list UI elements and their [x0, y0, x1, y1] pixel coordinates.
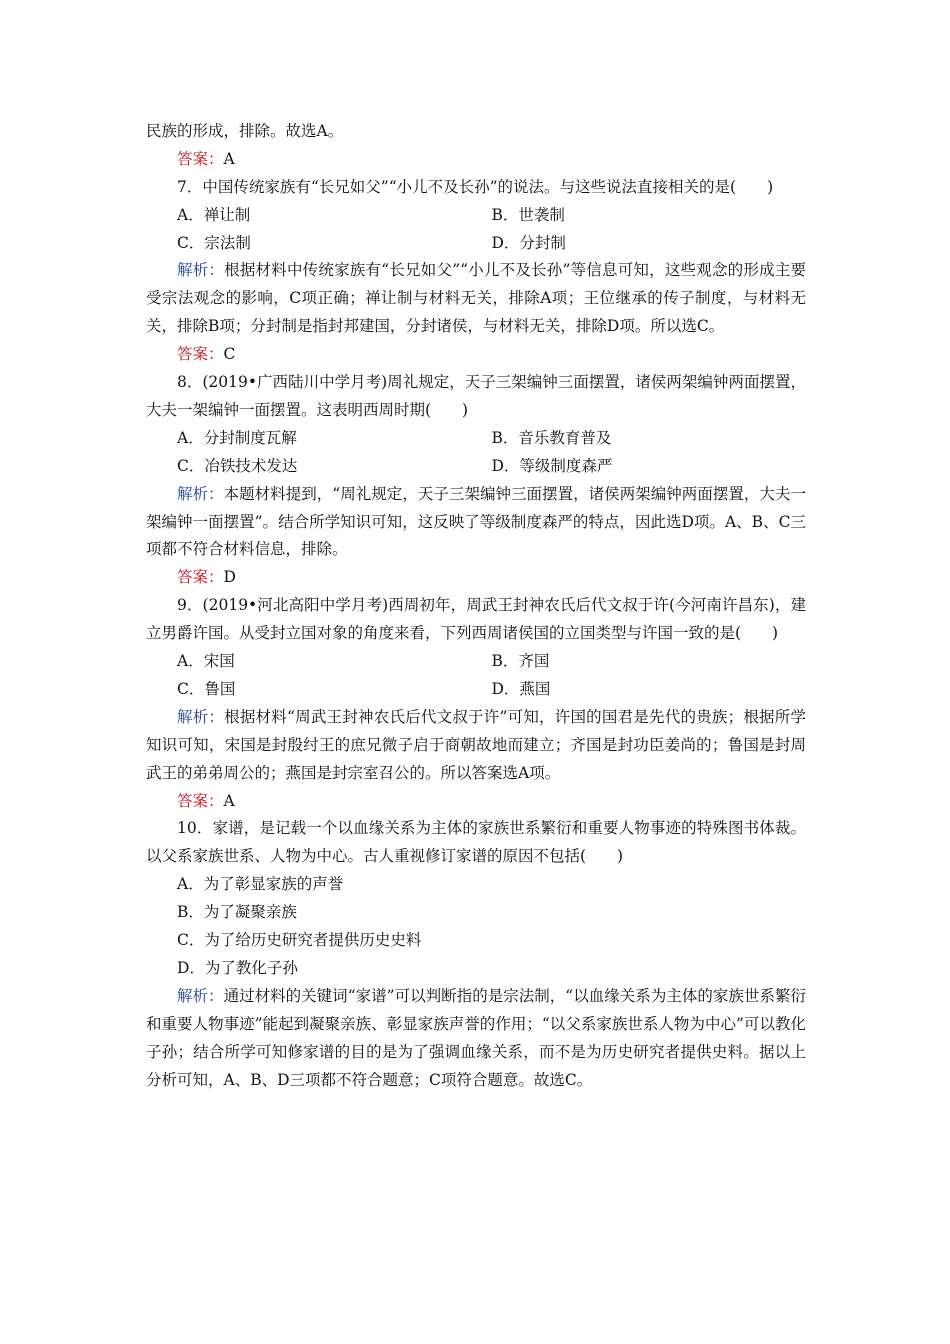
q8-options-row2: [146, 453, 806, 481]
q8-option-b: B．音乐教育普及: [491, 428, 612, 447]
q10-option-a: A．为了彰显家族的声誉: [177, 875, 344, 894]
document-page: [146, 118, 806, 1094]
q9-analysis: [146, 704, 806, 788]
q8-option-a: A．分封制度瓦解: [177, 428, 297, 447]
q8-option-d: D．等级制度森严: [491, 456, 613, 475]
q7-options-row1: [146, 202, 806, 230]
answer-value: A: [223, 149, 235, 168]
q9-option-c: C．鲁国: [177, 679, 236, 698]
q8-stem: 8．(2019•广西陆川中学月考)周礼规定，天子三架编钟三面摆置，诸侯两架编钟两面摆置，大夫一架编钟一面摆置。这表明西周时期( ): [146, 373, 806, 419]
answer-label: 答案：: [177, 568, 224, 587]
q10-option-b: B．为了凝聚亲族: [177, 903, 297, 922]
q10-analysis-text: 通过材料的关键词“家谱”可以判断指的是宗法制，“以血缘关系为主体的家族世系繁衍和重要人物事迹”能起到凝聚亲族、彰显家族声誉的作用；“以父系家族世系人物为中心”可以教化子孙；结合所学可知修家谱的目的是为了强调血缘关系，而不是为历史研究者提供史料。据以上分析可知，A、B、D三项都不符合题意；C项符合题意。故选C。: [146, 986, 806, 1089]
q9-analysis-text: 根据材料“周武王封神农氏后代文叔于许”可知，许国的国君是先代的贵族；根据所学知识可知，宋国是封殷纣王的庶兄微子启于商朝故地而建立；齐国是封功臣姜尚的；鲁国是封周武王的弟弟周公的；燕国是封宗室召公的。所以答案选A项。: [146, 707, 806, 782]
q8-options-row1: [146, 425, 806, 453]
answer-label: 答案：: [177, 345, 224, 364]
q9-options-row1: [146, 648, 806, 676]
q7-option-a: A．禅让制: [177, 205, 251, 224]
analysis-label: 解析：: [177, 484, 224, 503]
q7-option-b: B．世袭制: [491, 205, 565, 224]
q9-answer-value: A: [223, 791, 235, 810]
analysis-label: 解析：: [177, 707, 225, 726]
q10-stem: 10．家谱，是记载一个以血缘关系为主体的家族世系繁衍和重要人物事迹的特殊图书体裁。以父系家族世系、人物为中心。古人重视修订家谱的原因不包括( ): [146, 819, 806, 866]
answer-label: 答案：: [177, 149, 224, 168]
q9-option-d: D．燕国: [491, 679, 551, 698]
q9-option-b: B．齐国: [491, 652, 550, 671]
q7-option-d: D．分封制: [491, 233, 566, 252]
q7-analysis: [146, 257, 806, 341]
q7-analysis-text: 根据材料中传统家族有“长兄如父”“小儿不及长孙”等信息可知，这些观念的形成主要受宗法观念的影响，C项正确；禅让制与材料无关，排除A项；王位继承的传子制度，与材料无关，排除B项；分封制是指封邦建国，分封诸侯，与材料无关，排除D项。所以选C。: [146, 261, 806, 336]
q10-option-d: D．为了教化子孙: [177, 958, 298, 977]
q9-answer: [146, 788, 806, 816]
q7-option-c: C．宗法制: [177, 233, 251, 252]
q10-analysis: [146, 983, 806, 1095]
q7-stem: 7．中国传统家族有“长兄如父”“小儿不及长孙”的说法。与这些说法直接相关的是( ): [177, 177, 774, 196]
q8-answer: [146, 564, 806, 592]
q7-answer: [146, 341, 806, 369]
q8-analysis: [146, 481, 806, 565]
answer-label: 答案：: [177, 791, 224, 810]
q8-option-c: C．冶铁技术发达: [177, 456, 298, 475]
analysis-label: 解析：: [177, 261, 225, 280]
q9-option-a: A．宋国: [177, 652, 235, 671]
q9-options-row2: [146, 676, 806, 704]
q10-option-c: C．为了给历史研究者提供历史史料: [177, 931, 422, 950]
q8-answer-value: D: [223, 568, 236, 587]
q7-answer-value: C: [223, 345, 236, 364]
answer-prev: [146, 146, 806, 174]
intro-tail: 民族的形成，排除。故选A。: [146, 122, 344, 140]
q7-options-row2: [146, 230, 806, 258]
q8-analysis-text: 本题材料提到，“周礼规定，天子三架编钟三面摆置，诸侯两架编钟两面摆置，大夫一架编钟一面摆置”。结合所学知识可知，这反映了等级制度森严的特点，因此选D项。A、B、C三项都不符合材料信息，排除。: [146, 484, 806, 559]
q9-stem: 9．(2019•河北高阳中学月考)西周初年，周武王封神农氏后代文叔于许(今河南许昌东)，建立男爵许国。从受封立国对象的角度来看，下列西周诸侯国的立国类型与许国一致的是( ): [146, 596, 806, 643]
analysis-label: 解析：: [177, 986, 224, 1005]
